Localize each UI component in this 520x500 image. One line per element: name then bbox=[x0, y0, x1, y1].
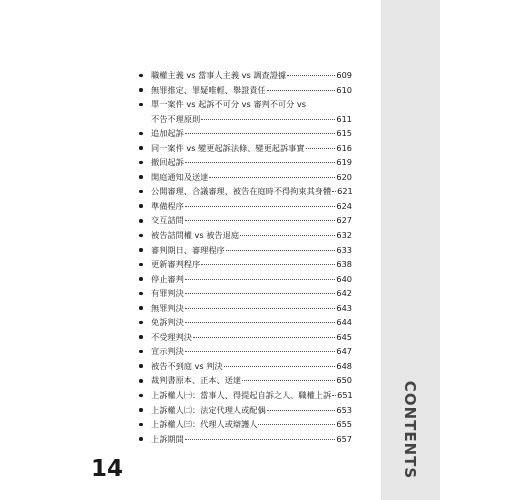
bullet-icon bbox=[139, 277, 143, 281]
dot-leader bbox=[185, 321, 336, 323]
toc-entry bbox=[139, 83, 352, 98]
toc-entry bbox=[139, 126, 352, 141]
toc-entry bbox=[139, 213, 352, 228]
toc-entry-page: 621 bbox=[337, 186, 353, 197]
toc-entry bbox=[139, 97, 352, 126]
toc-entry bbox=[139, 286, 352, 301]
bullet-icon bbox=[139, 161, 143, 165]
toc-entry-title: 交互詰問 bbox=[151, 215, 184, 226]
toc-entry-page: 627 bbox=[336, 215, 352, 226]
toc-entry-page: 609 bbox=[336, 70, 352, 80]
toc-entry-page: 643 bbox=[336, 302, 352, 313]
toc-entry-page: 651 bbox=[337, 390, 353, 401]
bullet-icon bbox=[139, 74, 143, 78]
toc-entry-title: 公開審理、合議審理、被告在庭時不得拘束其身體 bbox=[151, 186, 332, 197]
toc-entry bbox=[139, 373, 352, 388]
dot-leader bbox=[267, 409, 336, 411]
toc-entry-title: 停止審判 bbox=[151, 273, 184, 284]
toc-entry-title: 撤回起訴 bbox=[151, 157, 184, 168]
toc-entry bbox=[139, 359, 352, 374]
contents-section-label: CONTENTS bbox=[401, 380, 419, 480]
toc-entry-title: 職權主義 vs 當事人主義 vs 調查證據 bbox=[151, 70, 287, 80]
bullet-icon bbox=[139, 394, 143, 398]
toc-entry bbox=[139, 432, 352, 447]
toc-entry-page: 657 bbox=[336, 433, 352, 444]
bullet-icon bbox=[139, 175, 143, 179]
dot-leader bbox=[258, 423, 335, 425]
bullet-icon bbox=[139, 437, 143, 441]
toc-entry-page: 615 bbox=[336, 128, 352, 139]
dot-leader bbox=[185, 438, 336, 440]
toc-entry-page: 632 bbox=[336, 230, 352, 241]
dot-leader bbox=[193, 336, 335, 338]
bullet-icon bbox=[139, 364, 143, 368]
toc-entry-page: 647 bbox=[336, 346, 352, 357]
toc-entry-page: 640 bbox=[336, 273, 352, 284]
toc-entry bbox=[139, 243, 352, 258]
dot-leader bbox=[185, 307, 336, 309]
bullet-icon bbox=[139, 204, 143, 208]
toc-entry-page: 650 bbox=[336, 375, 352, 386]
toc-entry-page: 611 bbox=[336, 113, 352, 124]
toc-entry-title: 審判期日、審理程序 bbox=[151, 244, 225, 255]
toc-entry-title: 免訴判決 bbox=[151, 317, 184, 328]
bullet-icon bbox=[139, 263, 143, 267]
bullet-icon bbox=[139, 408, 143, 412]
dot-leader bbox=[287, 74, 335, 76]
bullet-icon bbox=[139, 292, 143, 296]
toc-entry bbox=[139, 141, 352, 156]
dot-leader bbox=[226, 249, 336, 251]
toc-entry-page: 633 bbox=[336, 244, 352, 255]
dot-leader bbox=[201, 263, 335, 265]
dot-leader bbox=[267, 89, 336, 91]
toc-entry-title: 開庭通知及送達 bbox=[151, 171, 209, 182]
toc-entry-title: 上訴權人㈠：當事人、得提起自訴之人、職權上訴 bbox=[151, 390, 332, 401]
bullet-icon bbox=[139, 335, 143, 339]
bullet-icon bbox=[139, 379, 143, 383]
toc-entry-page: 648 bbox=[336, 360, 352, 371]
dot-leader bbox=[185, 292, 336, 294]
toc-entry-page: 645 bbox=[336, 331, 352, 342]
toc-entry bbox=[139, 155, 352, 170]
toc-entry-page: 638 bbox=[336, 259, 352, 270]
toc-entry-title: 被告詰問權 vs 被告退庭 bbox=[151, 230, 240, 241]
dot-leader bbox=[306, 147, 336, 149]
bullet-icon bbox=[139, 88, 143, 92]
toc-entry bbox=[139, 228, 352, 243]
toc-entry-title: 無罪推定、罪疑唯輕、舉證責任 bbox=[151, 84, 266, 95]
toc-entry-title-continued: 不告不理原則 bbox=[151, 113, 201, 124]
bullet-icon bbox=[139, 146, 143, 150]
toc-entry-page: 655 bbox=[336, 419, 352, 430]
toc-entry bbox=[139, 301, 352, 316]
bullet-icon bbox=[139, 350, 143, 354]
toc-entry-title: 裁判書原本、正本、送達 bbox=[151, 375, 242, 386]
toc-entry-title: 上訴權人㈡：法定代理人或配偶 bbox=[151, 404, 266, 415]
bullet-icon bbox=[139, 234, 143, 238]
toc-entry-title: 同一案件 vs 變更起訴法條、變更起訴事實 bbox=[151, 142, 305, 153]
bullet-icon bbox=[139, 219, 143, 223]
page-number: 14 bbox=[91, 456, 124, 482]
toc-entry-page: 610 bbox=[336, 84, 352, 95]
dot-leader bbox=[185, 205, 336, 207]
toc-entry-title: 無罪判決 bbox=[151, 302, 184, 313]
dot-leader bbox=[224, 365, 336, 367]
toc-entry-title: 準備程序 bbox=[151, 200, 184, 211]
bullet-icon bbox=[139, 306, 143, 310]
toc-entry-page: 653 bbox=[336, 404, 352, 415]
bullet-icon bbox=[139, 103, 143, 107]
toc-entry bbox=[139, 417, 352, 432]
toc-entry-title: 更新審判程序 bbox=[151, 259, 201, 270]
toc-entry bbox=[139, 272, 352, 287]
toc-entry bbox=[139, 330, 352, 345]
dot-leader bbox=[201, 118, 335, 120]
toc-entry-page: 616 bbox=[336, 142, 352, 153]
dot-leader bbox=[240, 234, 335, 236]
bullet-icon bbox=[139, 423, 143, 427]
bullet-icon bbox=[139, 132, 143, 136]
dot-leader bbox=[332, 190, 336, 192]
toc-entry-title: 被告不到庭 vs 判決 bbox=[151, 360, 223, 371]
dot-leader bbox=[209, 176, 335, 178]
dot-leader bbox=[185, 132, 336, 134]
dot-leader bbox=[242, 379, 335, 381]
bullet-icon bbox=[139, 248, 143, 252]
toc-entry bbox=[139, 344, 352, 359]
toc-entry bbox=[139, 199, 352, 214]
dot-leader bbox=[185, 161, 336, 163]
table-of-contents bbox=[139, 68, 352, 446]
toc-entry-title: 不受理判決 bbox=[151, 331, 192, 342]
dot-leader bbox=[185, 219, 336, 221]
toc-entry-title: 追加起訴 bbox=[151, 128, 184, 139]
toc-entry bbox=[139, 403, 352, 418]
toc-entry-page: 642 bbox=[336, 288, 352, 299]
toc-entry bbox=[139, 184, 352, 199]
toc-entry-title: 宣示判決 bbox=[151, 346, 184, 357]
toc-entry bbox=[139, 68, 352, 83]
toc-entry-title: 上訴期間 bbox=[151, 433, 184, 444]
toc-entry-title: 上訴權人㈢：代理人或辯護人 bbox=[151, 419, 258, 430]
toc-entry bbox=[139, 315, 352, 330]
toc-entry-title: 有罪判決 bbox=[151, 288, 184, 299]
toc-entry-page: 624 bbox=[336, 200, 352, 211]
toc-entry bbox=[139, 257, 352, 272]
dot-leader bbox=[185, 278, 336, 280]
toc-entry-page: 644 bbox=[336, 317, 352, 328]
dot-leader bbox=[185, 350, 336, 352]
toc-entry-page: 619 bbox=[336, 157, 352, 168]
dot-leader bbox=[332, 394, 336, 396]
bullet-icon bbox=[139, 190, 143, 194]
toc-entry-page: 620 bbox=[336, 171, 352, 182]
toc-entry bbox=[139, 170, 352, 185]
toc-entry bbox=[139, 388, 352, 403]
bullet-icon bbox=[139, 321, 143, 325]
toc-entry-title: 單一案件 vs 起訴不可分 vs 審判不可分 vs bbox=[151, 99, 306, 110]
